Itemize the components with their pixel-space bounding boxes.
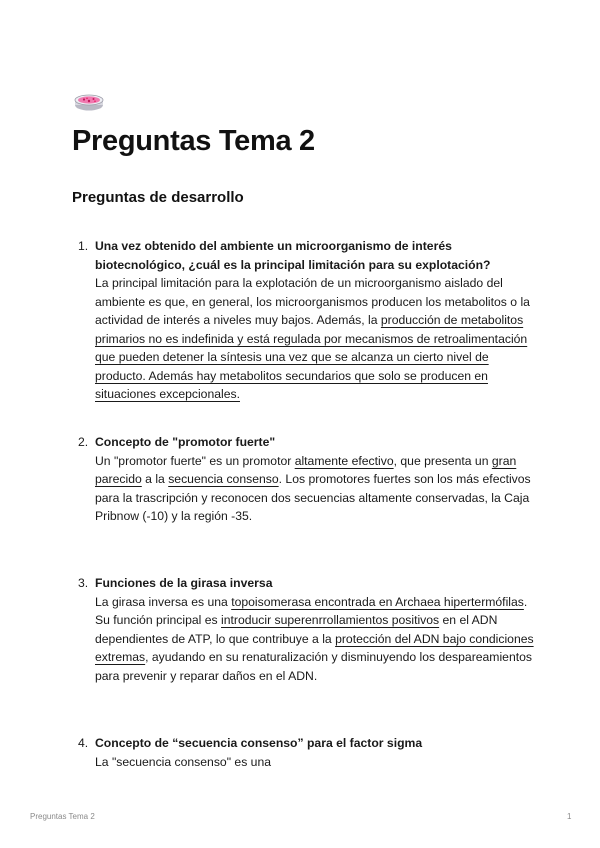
answer-highlight: introducir superenrrollamientos positivos (221, 613, 440, 627)
question-number: 3. (78, 576, 89, 590)
answer-highlight: gran parecido (95, 453, 517, 486)
question-title: Funciones de la girasa inversa (95, 576, 273, 590)
question-answer (95, 274, 538, 404)
answer-text: , ayudando en su renaturalización y disminuyendo los despareamientos para prevenir y reparar daños en el ADN. (95, 650, 532, 683)
answer-text: a la (141, 472, 169, 486)
answer-text: Un "promotor fuerte" es un promotor (95, 453, 295, 468)
petri-dish-icon (74, 92, 104, 112)
question-number: 1. (78, 239, 89, 253)
question-answer (95, 452, 538, 526)
question-item (78, 433, 538, 526)
answer-highlight: producción de metabolitos primarios no es indefinida y está regulada por mecanismos de retroalimentación que pueden detener la síntesis una vez que se alcanza un cierto nivel de producto. Además hay metabolitos secundarios que solo se producen en situaciones excepcionales. (95, 313, 528, 401)
answer-highlight: protección del ADN bajo condiciones extremas (95, 631, 534, 664)
page-number: 1 (567, 812, 572, 821)
answer-highlight: altamente efectivo (294, 453, 394, 468)
question-answer (95, 593, 538, 686)
page-title: Preguntas Tema 2 (72, 125, 315, 157)
question-number: 4. (78, 736, 89, 750)
footer-title: Preguntas Tema 2 (30, 812, 95, 821)
answer-text: La girasa inversa es una (95, 594, 232, 609)
section-heading: Preguntas de desarrollo (72, 189, 244, 206)
answer-text: , que presenta un (393, 453, 492, 468)
question-title: Concepto de "promotor fuerte" (95, 435, 276, 449)
answer-text: La principal limitación para la explotación de un microorganismo aislado del ambiente es que, en general, los microorganismos producen los metabolitos o la actividad de interés a niveles muy bajos. Además, la (95, 276, 530, 327)
answer-highlight: topoisomerasa encontrada en Archaea hipertermófilas (231, 594, 524, 609)
question-number: 2. (78, 435, 89, 449)
answer-highlight: secuencia consenso (168, 472, 279, 486)
answer-text: en el ADN dependientes de ATP, lo que contribuye a la (95, 613, 498, 646)
answer-text: La "secuencia consenso" es una (95, 754, 272, 769)
question-item (78, 734, 538, 771)
question-title: Concepto de “secuencia consenso” para el factor sigma (95, 736, 423, 750)
question-item (78, 237, 538, 404)
question-answer (95, 753, 538, 772)
answer-text: . Su función principal es (95, 594, 528, 627)
question-title: Una vez obtenido del ambiente un microorganismo de interés biotecnológico, ¿cuál es la principal limitación para su explotación? (95, 239, 491, 272)
question-item (78, 574, 538, 685)
answer-text: . Los promotores fuertes son los más efectivos para la trascripción y reconocen dos secuencias altamente conservadas, la Caja Pribnow (-10) y la región -35. (95, 472, 531, 523)
